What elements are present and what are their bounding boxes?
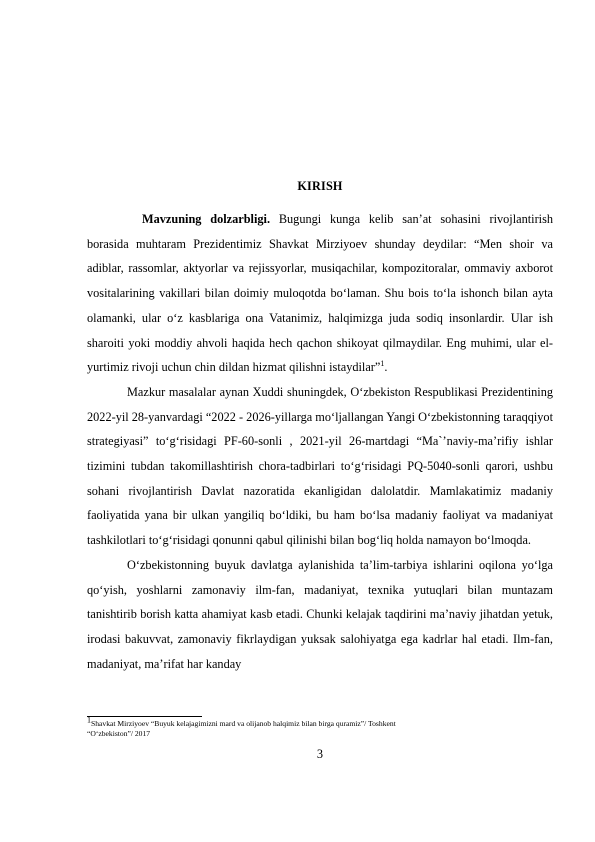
footnote [87,715,553,739]
paragraph-lead: Mavzuning dolzarbligi. [142,212,271,226]
body-text [87,207,553,676]
footnote-line-1 [87,715,553,729]
paragraph-1 [87,207,553,380]
page-number: 3 [316,747,324,761]
paragraph-2: Mazkur masalalar aynan Xuddi shuningdek, O‘zbekiston Respublikasi Prezidentining 2022-yil 28-yanvardagi “2022 - 2026-yillarga mo‘ljallangan Yangi O‘zbekistonning taraqqiyot strategiyasi” to‘g‘risidagi PF-60-sonli , 2021-yil 26-martdagi “Ma`’naviy-ma’rifiy ishlar tizimini tubdan takomillashtirish chora-tadbirlari to‘g‘risidagi PQ-5040-sonli qarori, ushbu sohani rivojlantirish Davlat nazoratida ekanligidan dalolatdir. Mamlakatimiz madaniy faoliyatida yana bir ulkan yangiliq bo‘ldiki, bu ham bo‘lsa madaniy faoliyat va madaniyat tashkilotlari to‘g‘risidagi qonunni qabul qilinishi bilan bog‘liq holda namayon bo‘lmoqda. [87,384,553,548]
footnote-reference[interactable]: 1 [380,359,385,369]
footnote-text: Shavkat Mirziyoev “Buyuk kelajagimizni mard va olijanob halqimiz bilan birga quramiz”/ Toshkent [91,719,396,728]
footnote-line-2: “O‘zbekiston”/ 2017 [87,729,151,738]
footnote-mark: 1 [87,715,91,725]
paragraph-3: O‘zbekistonning buyuk davlatga aylanishida ta’lim-tarbiya ishlarini oqilona yo‘lga qo‘yish, yoshlarni zamonaviy ilm-fan, madaniyat, texnika yutuqlari bilan muntazam tanishtirib borish katta ahamiyat kasb etadi. Chunki kelajak taqdirini ma’naviy jihatdan yetuk, irodasi bakuvvat, zamonaviy fikrlaydigan yuksak salohiyatga ega kadrlar hal etadi. Ilm-fan, madaniyat, ma’rifat har kanday [87,557,553,671]
footnote-divider [87,716,202,717]
section-heading: KIRISH [297,179,343,193]
paragraph-1-end: . [384,360,388,375]
paragraph-1-text: Bugungi kunga kelib san’at sohasini rivojlantirish borasida muhtaram Prezidentimiz Shavkat Mirziyoev shunday deydilar: “Men shoir va adiblar, rassomlar, aktyorlar va rejissyorlar, musiqachilar, kompozitoralar, ommaviy axborot vositalarining vakillari bilan doimiy muloqotda bo‘laman. Shu bois to‘la ishonch bilan ayta olamanki, ular o‘z kasblariga ona Vatanimiz, halqimizga juda sodiq insonlardir. Ular ish sharoiti yoki moddiy ahvoli haqida hech qachon shikoyat qilmaydilar. Eng muhimi, ular el-yurtimiz rivoji uchun chin dildan hizmat qilishni istaydilar” [87,212,554,375]
